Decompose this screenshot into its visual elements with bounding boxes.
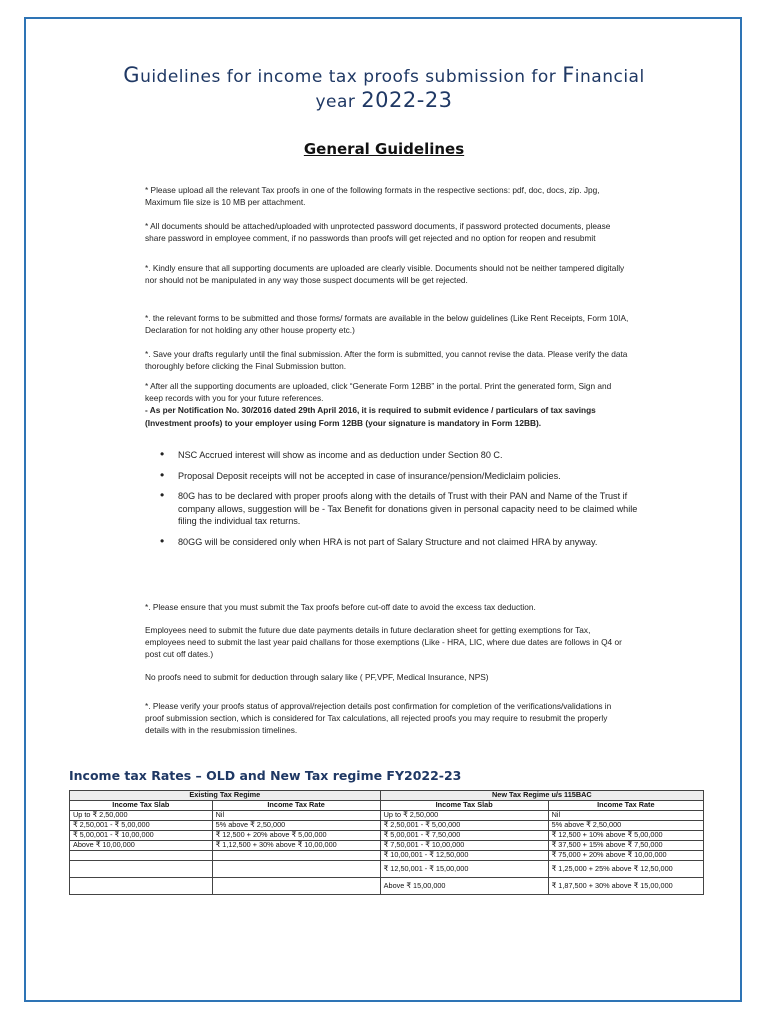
table-cell: ₹ 75,000 + 20% above ₹ 10,00,000 <box>548 851 703 861</box>
guideline-paragraph: *. Please ensure that you must submit the Tax proofs before cut-off date to avoid the excess tax deduction. <box>145 602 536 612</box>
table-cell: ₹ 1,87,500 + 30% above ₹ 15,00,000 <box>548 878 703 895</box>
column-header: Income Tax Slab <box>70 801 213 811</box>
table-cell: Above ₹ 15,00,000 <box>380 878 548 895</box>
bullet-item: • Proposal Deposit receipts will not be accepted in case of insurance/pension/Mediclaim policies. <box>160 470 640 483</box>
table-cell: ₹ 12,50,001 - ₹ 15,00,000 <box>380 861 548 878</box>
table-row <box>70 831 704 841</box>
table-cell: 5% above ₹ 2,50,000 <box>548 821 703 831</box>
notification-note: - As per Notification No. 30/2016 dated 29th April 2016, it is required to submit evidence / particulars of tax savings (Investment proofs) to your employer using Form 12BB (your signature is mandatory in Form 12BB). <box>145 405 596 428</box>
title-initial: G <box>123 63 141 87</box>
table-cell: Nil <box>212 811 380 821</box>
table-cell <box>212 861 380 878</box>
guideline-paragraph: Employees need to submit the future due date payments details in future declaration sheet for getting exemptions for Tax, employees need to submit the last year paid challans for those exemptions (Like - HRA, LIC, where due dates are follows in Q4 or post cut off dates.) <box>145 625 622 660</box>
table-cell <box>70 851 213 861</box>
guideline-paragraph: *. Kindly ensure that all supporting documents are uploaded are clearly visible. Documents should not be neither tampered digitally nor should not be manipulated in any way those suspect documents will be get rejected. <box>145 263 625 286</box>
table-cell: ₹ 12,500 + 10% above ₹ 5,00,000 <box>548 831 703 841</box>
table-row <box>70 861 704 878</box>
table-row <box>70 821 704 831</box>
table-cell: ₹ 10,00,001 - ₹ 12,50,000 <box>380 851 548 861</box>
title-text-2: inancial <box>574 67 645 87</box>
table-row <box>70 841 704 851</box>
table-row <box>70 851 704 861</box>
table-cell <box>212 851 380 861</box>
table-cell: ₹ 37,500 + 15% above ₹ 7,50,000 <box>548 841 703 851</box>
table-cell: ₹ 2,50,001 - ₹ 5,00,000 <box>70 821 213 831</box>
table-row <box>70 811 704 821</box>
table-cell <box>212 878 380 895</box>
table-cell: 5% above ₹ 2,50,000 <box>212 821 380 831</box>
guideline-paragraph: *. Please verify your proofs status of approval/rejection details post confirmation for completion of the verifications/validations in proof submission section, which is considered for Tax calculations, all rejected proofs you may require to resubmit the properly details with in the resubmission timelines. <box>145 701 612 736</box>
title-text-3: year <box>315 92 362 112</box>
form-12bb-instruction: * After all the supporting documents are uploaded, click “Generate Form 12BB” in the portal. Print the generated form, Sign and keep records with you for your future references. <box>145 381 612 404</box>
table-cell: ₹ 1,25,000 + 25% above ₹ 12,50,000 <box>548 861 703 878</box>
tax-rates-table <box>69 790 704 895</box>
table-cell: Up to ₹ 2,50,000 <box>70 811 213 821</box>
guideline-paragraph: No proofs need to submit for deduction through salary like ( PF,VPF, Medical Insurance, NPS) <box>145 672 489 682</box>
table-cell: ₹ 5,00,001 - ₹ 7,50,000 <box>380 831 548 841</box>
document-title-line1 <box>50 63 718 87</box>
table-cell: Nil <box>548 811 703 821</box>
bullet-item: • 80GG will be considered only when HRA is not part of Salary Structure and not claimed HRA by anyway. <box>160 536 640 549</box>
guideline-paragraph: * Please upload all the relevant Tax proofs in one of the following formats in the respective sections: pdf, doc, docs, zip. Jpg, Maximum file size is 10 MB per attachment. <box>145 185 600 208</box>
column-header: Income Tax Slab <box>380 801 548 811</box>
guideline-paragraph: * All documents should be attached/uploaded with unprotected password documents, if password protected documents, please share password in employee comment, if no passwords than proofs will get rejected and no option for reopen and resubmit <box>145 221 611 244</box>
table-cell: ₹ 1,12,500 + 30% above ₹ 10,00,000 <box>212 841 380 851</box>
tax-rates-heading: Income tax Rates – OLD and New Tax regime FY2022-23 <box>69 768 462 783</box>
guideline-paragraph: *. the relevant forms to be submitted and those forms/ formats are available in the below guidelines (Like Rent Receipts, Form 10IA, Declaration for not holding any other house property etc.) <box>145 313 629 336</box>
bullet-item: • 80G has to be declared with proper proofs along with the details of Trust with their PAN and Name of the Trust if company allows, suggestion will be - Tax Benefit for donations given in personal capacity need to be claimed while filing the individual tax returns. <box>160 490 640 528</box>
table-cell: Above ₹ 10,00,000 <box>70 841 213 851</box>
table-cell <box>70 878 213 895</box>
title-initial-2: F <box>562 63 575 87</box>
guideline-paragraph <box>145 380 630 429</box>
existing-regime-header: Existing Tax Regime <box>70 791 381 801</box>
table-cell <box>70 861 213 878</box>
column-header: Income Tax Rate <box>548 801 703 811</box>
guideline-paragraph: *. Save your drafts regularly until the final submission. After the form is submitted, you cannot revise the data. Please verify the data thoroughly before clicking the Final Submission button. <box>145 349 628 372</box>
table-row <box>70 878 704 895</box>
column-header: Income Tax Rate <box>212 801 380 811</box>
table-cell: ₹ 12,500 + 20% above ₹ 5,00,000 <box>212 831 380 841</box>
bullet-list <box>160 449 640 556</box>
table-cell: ₹ 7,50,001 - ₹ 10,00,000 <box>380 841 548 851</box>
table-cell: ₹ 2,50,001 - ₹ 5,00,000 <box>380 821 548 831</box>
title-year: 2022-23 <box>361 88 453 112</box>
new-regime-header: New Tax Regime u/s 115BAC <box>380 791 703 801</box>
table-cell: Up to ₹ 2,50,000 <box>380 811 548 821</box>
bullet-item: • NSC Accrued interest will show as income and as deduction under Section 80 C. <box>160 449 640 462</box>
document-title-line2 <box>50 88 718 112</box>
table-cell: ₹ 5,00,001 - ₹ 10,00,000 <box>70 831 213 841</box>
general-guidelines-heading: General Guidelines <box>303 140 465 158</box>
title-text: uidelines for income tax proofs submission for <box>140 67 563 87</box>
